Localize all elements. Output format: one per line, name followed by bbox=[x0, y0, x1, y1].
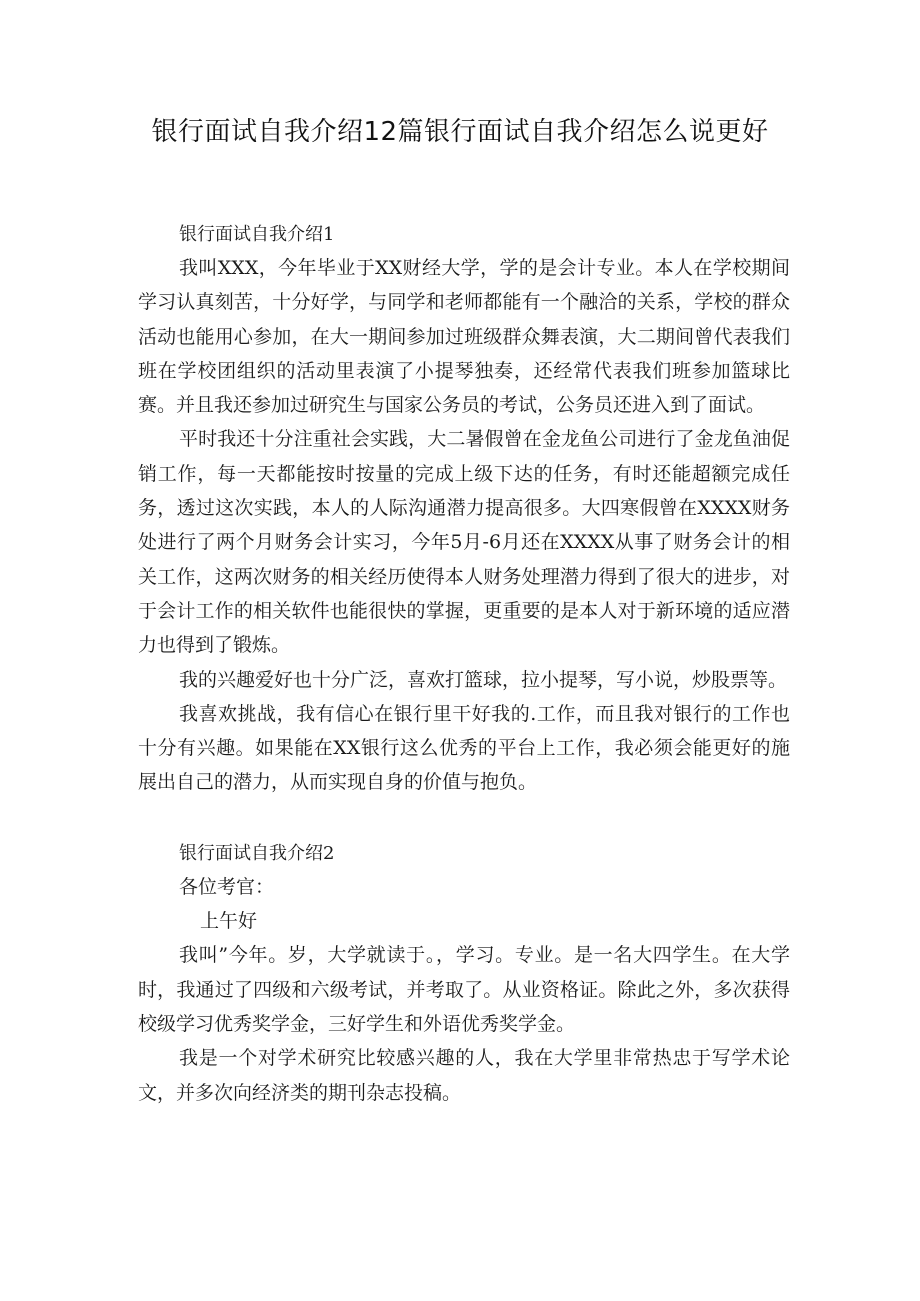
paragraph: 平时我还十分注重社会实践，大二暑假曾在金龙鱼公司进行了金龙鱼油促销工作，每一天都能按时按量的完成上级下达的任务，有时还能超额完成任务，透过这次实践，本人的人际沟通潜力提高很多。大四寒假曾在XXXX财务处进行了两个月财务会计实习，今年5月-6月还在XXXX从事了财务会计的相关工作，这两次财务的相关经历使得本人财务处理潜力得到了很大的进步，对于会计工作的相关软件也能很快的掌握，更重要的是本人对于新环境的适应潜力也得到了锻炼。 bbox=[138, 428, 790, 657]
document-title: 银行面试自我介绍12篇银行面试自我介绍怎么说更好 bbox=[151, 117, 769, 147]
document-body bbox=[138, 219, 790, 1110]
section-heading: 银行面试自我介绍1 bbox=[179, 224, 335, 245]
paragraph: 我是一个对学术研究比较感兴趣的人，我在大学里非常热忠于写学术论文，并多次向经济类的期刊杂志投稿。 bbox=[138, 1047, 790, 1104]
section-intro-1 bbox=[138, 219, 790, 800]
salutation: 各位考官： bbox=[179, 875, 275, 898]
paragraph: 我叫”今年。岁，大学就读于。，学习。专业。是一名大四学生。在大学时，我通过了四级和六级考试，并考取了。从业资格证。除此之外，多次获得校级学习优秀奖学金，三好学生和外语优秀奖学金。 bbox=[138, 944, 790, 1035]
paragraph: 我的兴趣爱好也十分广泛，喜欢打篮球，拉小提琴，写小说，炒股票等。 bbox=[179, 668, 788, 691]
section-heading: 银行面试自我介绍2 bbox=[179, 842, 335, 864]
paragraph: 我叫XXX，今年毕业于XX财经大学，学的是会计专业。本人在学校期间学习认真刻苦，十分好学，与同学和老师都能有一个融洽的关系，学校的群众活动也能用心参加，在大一期间参加过班级群众舞表演，大二期间曾代表我们班在学校团组织的活动里表演了小提琴独奏，还经常代表我们班参加篮球比赛。并且我还参加过研究生与国家公务员的考试，公务员还进入到了面试。 bbox=[138, 257, 790, 417]
paragraph: 我喜欢挑战，我有信心在银行里干好我的.工作，而且我对银行的工作也十分有兴趣。如果能在XX银行这么优秀的平台上工作，我必须会能更好的施展出自己的潜力，从而实现自身的价值与抱负。 bbox=[138, 702, 790, 794]
section-intro-2 bbox=[138, 838, 790, 1110]
greeting: 上午好 bbox=[200, 910, 258, 933]
